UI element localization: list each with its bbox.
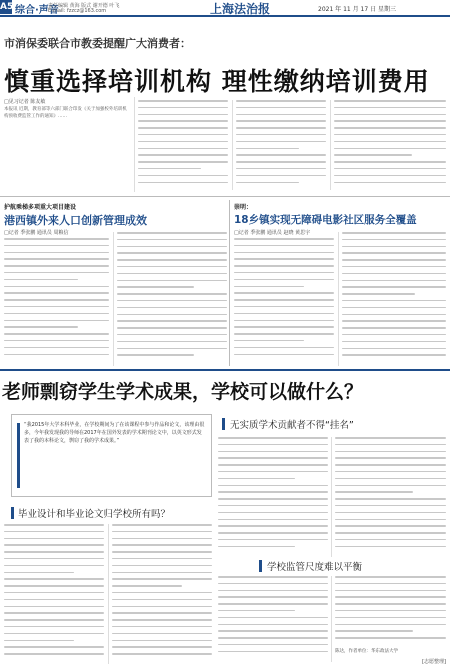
text-line	[218, 437, 328, 439]
subhead-left: 毕业设计和毕业论文归学校所有吗？	[18, 509, 171, 520]
text-line	[236, 120, 326, 122]
body-text-block	[335, 576, 446, 646]
text-line	[218, 498, 328, 500]
text-line	[335, 590, 446, 592]
body-text-block	[218, 437, 328, 557]
text-line	[112, 558, 212, 560]
text-line	[4, 640, 74, 642]
text-line	[236, 148, 299, 150]
email-line: E-mail: fzzcz@163.com	[48, 8, 107, 14]
text-line	[236, 182, 299, 184]
text-line	[342, 286, 446, 288]
feature-headline: 老师剽窃学生学术成果，学校可以做什么？	[2, 381, 364, 403]
text-line	[4, 619, 104, 621]
text-line	[342, 341, 446, 343]
text-line	[218, 505, 328, 507]
text-line	[335, 603, 446, 605]
text-line	[335, 610, 446, 612]
text-line	[334, 161, 446, 163]
text-line	[138, 154, 228, 156]
text-line	[112, 572, 212, 574]
text-line	[342, 266, 446, 268]
text-line	[4, 538, 104, 540]
footer-tag: [志愿整理]	[422, 659, 446, 665]
text-line	[4, 313, 109, 315]
text-line	[117, 259, 227, 261]
text-line	[234, 354, 334, 356]
text-line	[335, 576, 446, 578]
text-line	[138, 161, 228, 163]
text-line	[218, 512, 328, 514]
text-line	[4, 340, 109, 342]
text-line	[234, 252, 334, 254]
text-line	[4, 354, 109, 356]
text-line	[112, 531, 212, 533]
text-line	[4, 320, 109, 322]
column-divider	[338, 232, 339, 366]
text-line	[4, 633, 104, 635]
text-line	[218, 519, 328, 521]
text-line	[138, 134, 228, 136]
text-line	[334, 107, 446, 109]
text-line	[138, 182, 228, 184]
text-line	[334, 141, 446, 143]
text-line	[335, 451, 446, 453]
editor-info	[48, 4, 119, 14]
text-line	[4, 551, 104, 553]
text-line	[234, 286, 304, 288]
text-line	[112, 653, 212, 655]
text-line	[236, 107, 326, 109]
text-line	[218, 610, 295, 612]
text-line	[335, 546, 446, 548]
text-line	[335, 505, 446, 507]
column-divider	[330, 100, 331, 190]
section-divider	[0, 196, 450, 197]
text-line	[335, 596, 446, 598]
body-text-block	[117, 232, 227, 366]
text-line	[4, 565, 104, 567]
text-line	[335, 583, 446, 585]
text-line	[342, 232, 446, 234]
text-line	[236, 175, 326, 177]
text-line	[236, 134, 326, 136]
issue-date: 2021 年 11 月 17 日 星期三	[318, 6, 396, 13]
text-line	[234, 258, 334, 260]
text-line	[218, 471, 328, 473]
text-line	[335, 532, 446, 534]
text-line	[342, 259, 446, 261]
text-line	[218, 478, 295, 480]
text-line	[117, 327, 227, 329]
text-line	[112, 612, 212, 614]
text-line	[117, 280, 227, 282]
text-line	[218, 491, 328, 493]
text-line	[335, 478, 446, 480]
text-line	[342, 348, 446, 350]
subhead-marker	[11, 507, 14, 519]
text-line	[218, 596, 328, 598]
text-line	[335, 464, 446, 466]
text-line	[117, 266, 227, 268]
text-line	[117, 300, 227, 302]
text-line	[117, 232, 227, 234]
text-line	[334, 154, 412, 156]
text-line	[342, 327, 446, 329]
text-line	[4, 558, 104, 560]
text-line	[335, 444, 446, 446]
section-title: 综合·声音	[15, 5, 59, 16]
text-line	[138, 127, 228, 129]
text-line	[342, 314, 446, 316]
text-line	[138, 114, 228, 116]
text-line	[117, 334, 227, 336]
text-line	[218, 637, 328, 639]
text-line	[218, 617, 328, 619]
text-line	[138, 148, 228, 150]
text-line	[335, 525, 446, 527]
text-line	[117, 246, 227, 248]
text-line	[4, 306, 109, 308]
text-line	[4, 292, 109, 294]
text-line	[218, 590, 328, 592]
page-header	[0, 0, 450, 17]
body-text-block	[334, 100, 446, 190]
text-line	[234, 299, 334, 301]
text-line	[234, 245, 334, 247]
text-line	[112, 606, 212, 608]
text-line	[4, 347, 109, 349]
text-line	[117, 293, 227, 295]
text-line	[218, 464, 328, 466]
text-line	[335, 519, 446, 521]
text-line	[218, 624, 328, 626]
text-lines	[112, 524, 212, 660]
body-text-block	[112, 524, 212, 664]
text-line	[234, 340, 304, 342]
body-text-block	[335, 437, 446, 557]
text-line	[117, 341, 227, 343]
text-line	[334, 182, 446, 184]
body-text-block	[234, 238, 334, 366]
text-lines	[117, 232, 227, 361]
text-line	[4, 252, 109, 254]
text-line	[234, 333, 334, 335]
text-line	[234, 326, 334, 328]
body-text-block	[236, 100, 326, 190]
text-line	[342, 300, 446, 302]
text-line	[117, 348, 227, 350]
text-line	[112, 538, 212, 540]
top-story-byline: □见习记者 陈友敏	[4, 99, 46, 105]
text-line	[236, 114, 326, 116]
text-line	[4, 258, 109, 260]
text-line	[112, 585, 182, 587]
text-line	[4, 585, 104, 587]
text-line	[342, 246, 446, 248]
text-line	[236, 100, 326, 102]
text-line	[342, 280, 446, 282]
left-story-kicker: 护航乘梯多项重大项目建设	[4, 204, 77, 211]
body-text-block	[4, 238, 109, 366]
text-lines	[335, 576, 446, 644]
text-line	[335, 637, 446, 639]
text-line	[342, 320, 446, 322]
text-line	[112, 646, 212, 648]
text-line	[4, 646, 104, 648]
text-lines	[234, 238, 334, 360]
quote-accent-bar	[17, 423, 20, 488]
text-line	[234, 313, 334, 315]
text-line	[218, 525, 328, 527]
text-lines	[4, 238, 109, 360]
text-line	[236, 154, 326, 156]
left-story-title: 港西镇外来人口创新管理成效	[4, 214, 147, 227]
text-line	[4, 279, 78, 281]
text-line	[234, 347, 334, 349]
text-line	[218, 546, 295, 548]
text-lines	[218, 437, 328, 553]
quote-text: “我2015年大学本科毕业，在学校期间为了在该课程中参与作品和论文，该理由很多，今年我发现我的导师在2017年在国外发表的学术期刊论文中，以英文形式发表了我的本科论文，剽窃了我的学术成果。”	[24, 422, 205, 444]
text-line	[112, 592, 212, 594]
text-lines	[218, 576, 328, 658]
text-line	[4, 653, 104, 655]
quote-box	[11, 414, 212, 497]
text-line	[138, 120, 228, 122]
text-line	[112, 524, 212, 526]
text-line	[234, 272, 334, 274]
text-line	[236, 168, 326, 170]
text-line	[117, 252, 227, 254]
text-line	[334, 134, 446, 136]
text-line	[4, 524, 104, 526]
text-line	[334, 175, 446, 177]
text-lines	[138, 100, 228, 188]
text-line	[4, 265, 109, 267]
text-line	[234, 279, 334, 281]
text-line	[236, 127, 326, 129]
text-line	[218, 630, 328, 632]
text-lines	[334, 100, 446, 188]
text-line	[335, 624, 446, 626]
text-lines	[236, 100, 326, 188]
text-line	[334, 100, 446, 102]
column-divider	[331, 576, 332, 662]
text-line	[138, 168, 201, 170]
right-story-title: 18乡镇实现无障碍电影社区服务全覆盖	[234, 214, 417, 226]
subhead-right-top: 无实质学术贡献者不得“挂名”	[230, 420, 354, 431]
text-line	[342, 354, 446, 356]
text-line	[218, 485, 328, 487]
text-line	[335, 539, 446, 541]
text-line	[4, 245, 109, 247]
section-divider	[229, 200, 230, 366]
column-divider	[134, 97, 135, 192]
text-line	[4, 531, 104, 533]
text-line	[117, 320, 227, 322]
text-line	[334, 148, 446, 150]
text-line	[117, 314, 227, 316]
text-line	[335, 630, 413, 632]
text-line	[112, 626, 212, 628]
text-line	[138, 175, 228, 177]
text-lines	[335, 437, 446, 553]
text-line	[335, 617, 446, 619]
text-line	[117, 239, 227, 241]
text-line	[218, 651, 328, 653]
body-text-block	[342, 232, 446, 366]
column-divider	[108, 524, 109, 664]
text-line	[112, 599, 212, 601]
text-line	[342, 293, 415, 295]
author-line: 陈达，作者单位：华东政法大学	[335, 649, 398, 654]
text-line	[4, 578, 104, 580]
text-line	[234, 265, 334, 267]
body-text-block	[218, 576, 328, 662]
text-line	[4, 592, 104, 594]
text-line	[112, 551, 212, 553]
text-line	[342, 273, 446, 275]
text-line	[218, 644, 328, 646]
text-line	[112, 565, 212, 567]
text-line	[234, 292, 334, 294]
text-line	[218, 603, 328, 605]
text-line	[138, 100, 228, 102]
text-line	[234, 306, 334, 308]
text-line	[4, 599, 104, 601]
text-line	[112, 633, 212, 635]
text-line	[342, 252, 446, 254]
text-line	[335, 485, 446, 487]
left-story-byline: □记者 季张鹏 通讯员 周粮信	[4, 230, 69, 236]
subhead-right-bottom: 学校监管尺度难以平衡	[267, 562, 363, 573]
text-line	[218, 457, 328, 459]
text-line	[4, 544, 104, 546]
text-line	[112, 640, 212, 642]
text-line	[117, 286, 194, 288]
top-story-lead: 本报讯 近期，教育部等六部门联合印发《关于加强校外培训机构预收费监管工作的通知》……	[4, 107, 127, 119]
text-line	[4, 572, 74, 574]
text-line	[112, 578, 212, 580]
text-line	[335, 437, 446, 439]
text-line	[4, 606, 104, 608]
page-number: A5	[0, 2, 14, 12]
column-divider	[232, 100, 233, 190]
text-line	[138, 107, 228, 109]
text-line	[234, 238, 334, 240]
text-line	[218, 532, 328, 534]
text-line	[4, 326, 78, 328]
text-line	[218, 451, 328, 453]
feature-top-rule	[0, 369, 450, 371]
text-line	[342, 307, 446, 309]
text-line	[335, 471, 446, 473]
newspaper-name: 上海法治报	[210, 2, 271, 16]
text-line	[117, 273, 227, 275]
text-line	[218, 539, 328, 541]
body-text-block	[4, 524, 104, 664]
text-line	[342, 239, 446, 241]
text-line	[4, 333, 109, 335]
text-line	[236, 141, 326, 143]
text-line	[334, 120, 446, 122]
right-story-kicker: 崇明：	[234, 204, 253, 211]
text-line	[4, 612, 104, 614]
text-line	[4, 272, 109, 274]
top-story-headline: 慎重选择培训机构 理性缴纳培训费用	[4, 67, 430, 96]
text-line	[218, 583, 328, 585]
top-story-kicker: 市消保委联合市教委提醒广大消费者：	[4, 37, 191, 50]
text-line	[112, 619, 212, 621]
column-divider	[113, 232, 114, 366]
text-line	[112, 544, 212, 546]
text-line	[335, 498, 446, 500]
text-line	[4, 299, 109, 301]
text-line	[117, 354, 194, 356]
text-line	[218, 576, 328, 578]
text-line	[335, 491, 413, 493]
text-line	[334, 127, 446, 129]
text-lines	[342, 232, 446, 361]
text-line	[4, 286, 109, 288]
text-lines	[4, 524, 104, 660]
text-line	[335, 457, 446, 459]
text-line	[4, 238, 109, 240]
text-line	[236, 161, 326, 163]
text-line	[138, 141, 228, 143]
editor-line: 责任编辑 黄海 版式 谢开德 叶飞	[48, 3, 120, 9]
column-divider	[331, 437, 332, 557]
text-line	[218, 444, 328, 446]
text-line	[117, 307, 227, 309]
right-story-byline: □记者 季张鹏 通讯员 赵晓 黄思宇	[234, 230, 311, 236]
text-line	[234, 320, 334, 322]
subhead-marker	[222, 418, 225, 430]
text-line	[342, 334, 446, 336]
text-line	[334, 168, 446, 170]
body-text-block	[138, 100, 228, 190]
subhead-marker	[259, 560, 262, 572]
text-line	[334, 114, 446, 116]
text-line	[4, 626, 104, 628]
text-line	[335, 512, 446, 514]
